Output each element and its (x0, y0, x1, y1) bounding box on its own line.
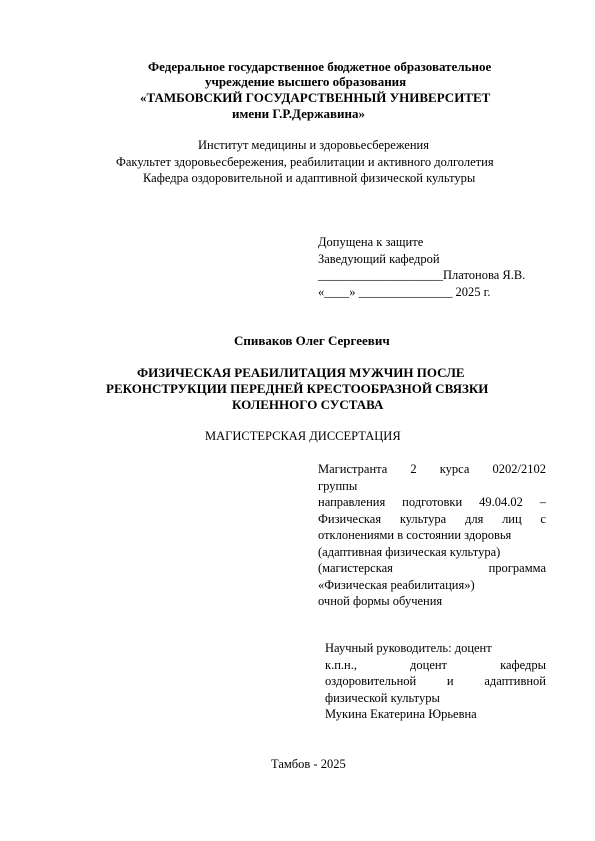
student-info-line: Физическая культура для лиц с (318, 511, 546, 526)
org-line-1: Федеральное государственное бюджетное образовательное (148, 59, 492, 74)
title-line-1: ФИЗИЧЕСКАЯ РЕАБИЛИТАЦИЯ МУЖЧИН ПОСЛЕ (137, 365, 465, 380)
department-name: Кафедра оздоровительной и адаптивной физической культуры (143, 171, 476, 185)
city-year: Тамбов - 2025 (271, 757, 346, 771)
student-info-line: отклонениями в состоянии здоровья (318, 528, 512, 542)
student-info-line: (магистерская программа (318, 561, 546, 575)
org-line-2: учреждение высшего образования (205, 74, 407, 89)
approval-line-1: Допущена к защите (318, 235, 424, 249)
student-info-line: направления подготовки 49.04.02 – (318, 495, 546, 509)
student-info-line: очной формы обучения (318, 594, 443, 608)
supervisor-line: Мукина Екатерина Юрьевна (325, 707, 477, 721)
supervisor-info (325, 640, 546, 723)
student-info-line: (адаптивная физическая культура) (318, 544, 501, 559)
student-info-line: «Физическая реабилитация») (318, 577, 475, 592)
title-line-2: РЕКОНСТРУКЦИИ ПЕРЕДНЕЙ КРЕСТООБРАЗНОЙ СВЯЗКИ (106, 381, 489, 396)
supervisor-line: Научный руководитель: доцент (325, 641, 492, 655)
approval-line-4: «____» _______________ 2025 г. (318, 285, 491, 299)
work-type: МАГИСТЕРСКАЯ ДИССЕРТАЦИЯ (205, 429, 401, 443)
org-line-3: «ТАМБОВСКИЙ ГОСУДАРСТВЕННЫЙ УНИВЕРСИТЕТ (140, 90, 491, 105)
institute-name: Институт медицины и здоровьесбережения (198, 138, 429, 152)
supervisor-line: физической культуры (325, 690, 440, 705)
student-info (318, 461, 546, 610)
title-line-3: КОЛЕННОГО СУСТАВА (232, 397, 384, 412)
approval-line-2: Заведующий кафедрой (318, 252, 440, 266)
author-name: Спиваков Олег Сергеевич (234, 333, 390, 348)
supervisor-line: оздоровительной и адаптивной (325, 674, 546, 688)
student-info-line: Магистранта 2 курса 0202/2102 (318, 462, 546, 476)
org-line-4: имени Г.Р.Державина» (232, 106, 365, 121)
supervisor-line: к.п.н., доцент кафедры (325, 657, 546, 672)
faculty-name: Факультет здоровьесбережения, реабилитации и активного долголетия (116, 155, 494, 169)
approval-line-3: ____________________Платонова Я.В. (318, 268, 526, 282)
student-info-line: группы (318, 478, 358, 493)
